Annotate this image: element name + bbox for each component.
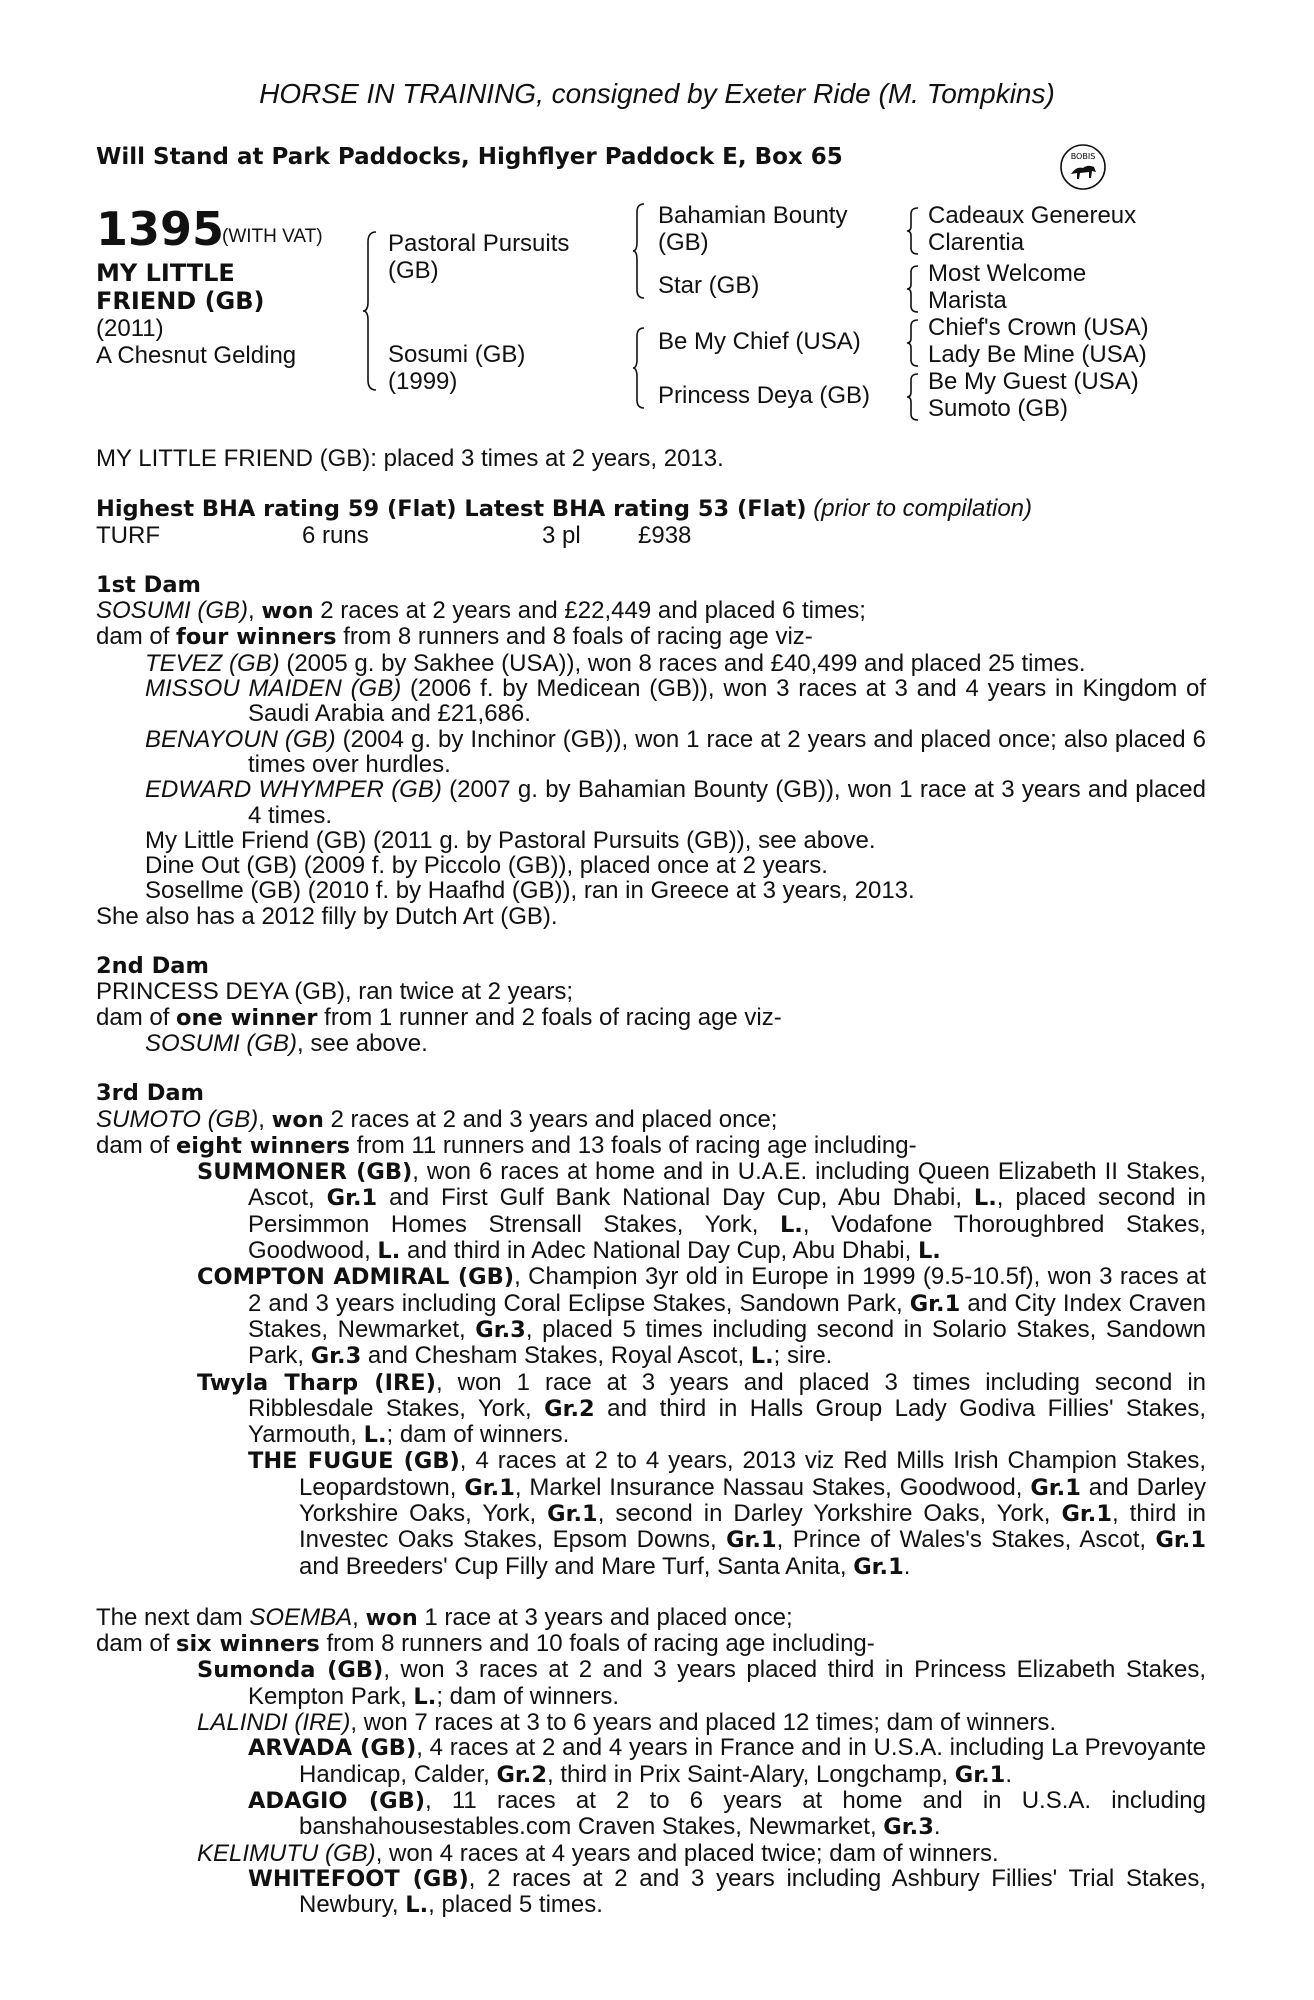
listed-label: L.	[405, 1892, 429, 1919]
progeny-name: KELIMUTU (GB)	[197, 1839, 376, 1867]
third-dam-name: SUMOTO (GB)	[96, 1105, 259, 1133]
text-span: , placed second in Persimmon Homes Strensall Stakes, York,	[248, 1184, 1206, 1238]
rating-note: (prior to compilation)	[813, 495, 1033, 523]
pedigree-brace-g2	[906, 264, 920, 314]
text-span: and third in Halls Group Lady Godiva Fillies' Stakes, Yarmouth,	[248, 1394, 1206, 1449]
pedigree-brace-g1	[906, 206, 920, 256]
second-dam-line2	[96, 1005, 1206, 1031]
progeny-item	[96, 1448, 1206, 1579]
pedigree-gen3-1: Cadeaux Genereux	[928, 202, 1137, 229]
third-dam-line2	[96, 1133, 1206, 1159]
horse-name-line2: FRIEND (GB)	[96, 287, 265, 315]
text-span: , won 7 races at 3 to 6 years and placed 12 times; dam of winners.	[350, 1709, 1057, 1737]
group-label: Gr.3	[883, 1814, 934, 1841]
progeny-item	[96, 1735, 1206, 1788]
progeny-name: COMPTON ADMIRAL (GB)	[197, 1264, 515, 1291]
pedigree-gen3-2: Clarentia	[928, 229, 1025, 256]
progeny-item	[96, 1866, 1206, 1919]
progeny-item	[96, 727, 1206, 778]
text-span: dam of	[96, 1630, 177, 1658]
progeny-name: TEVEZ (GB)	[145, 649, 280, 677]
progeny-item	[96, 1710, 1206, 1735]
pedigree-gen3-3: Most Welcome	[928, 260, 1087, 287]
progeny-item: Dine Out (GB) (2009 f. by Piccolo (GB)), placed once at 2 years.	[145, 852, 828, 880]
listed-label: L.	[973, 1185, 997, 1212]
group-label: Gr.1	[464, 1474, 515, 1501]
text-span: , Prince of Wales's Stakes, Ascot,	[776, 1526, 1156, 1554]
text-span: 1 race at 3 years and placed once;	[417, 1603, 793, 1631]
progeny-item	[96, 777, 1206, 828]
listed-label: L.	[377, 1238, 401, 1265]
consignor-title: HORSE IN TRAINING, consigned by Exeter Ride (M. Tompkins)	[259, 78, 1055, 109]
horse-description: A Chesnut Gelding	[96, 342, 297, 369]
second-dam-line1: PRINCESS DEYA (GB), ran twice at 2 years;	[96, 978, 574, 1006]
text-span: , 11 races at 2 to 6 years at home and in U.S.A. including banshahousestables.com Craven Stakes, Newmarket,	[299, 1786, 1206, 1841]
race-summary: MY LITTLE FRIEND (GB): placed 3 times at 2 years, 2013.	[96, 445, 724, 472]
pedigree-sire-dam: Star (GB)	[658, 272, 760, 299]
group-label: Gr.2	[496, 1761, 548, 1788]
bobis-label: BOBIS	[1070, 152, 1096, 161]
pedigree-sire	[388, 230, 569, 284]
text-span: .	[1005, 1760, 1012, 1788]
first-dam-line2	[96, 624, 1206, 650]
text-span: dam of	[96, 623, 177, 651]
progeny-record: (2005 g. by Sakhee (USA)), won 8 races and £40,499 and placed 25 times.	[279, 649, 1086, 677]
pedigree-brace-dam	[632, 326, 646, 410]
progeny-item	[96, 1031, 1206, 1056]
text-span: and Chesham Stakes, Royal Ascot,	[361, 1342, 751, 1370]
pedigree-gen3-8: Sumoto (GB)	[928, 395, 1069, 422]
group-label: Gr.3	[475, 1316, 526, 1343]
group-label: Gr.1	[1030, 1474, 1081, 1501]
progeny-name: SUMMONER (GB)	[197, 1159, 413, 1186]
second-dam-heading: 2nd Dam	[96, 953, 209, 980]
progeny-item	[96, 1841, 1206, 1866]
progeny-item: My Little Friend (GB) (2011 g. by Pastoral Pursuits (GB)), see above.	[145, 826, 876, 854]
catalogue-body	[96, 446, 1206, 1918]
won-label: won	[365, 1604, 418, 1631]
turf-runs: 6 runs	[302, 521, 369, 549]
text-span: , placed 5 times including second in Solario Stakes, Sandown Park,	[248, 1315, 1206, 1370]
horse-name	[96, 259, 296, 315]
next-dam-line2	[96, 1631, 1206, 1657]
progeny-name: SOSUMI (GB)	[145, 1029, 298, 1057]
text-span: from 1 runner and 2 foals of racing age viz-	[317, 1003, 782, 1031]
group-label: Gr.1	[853, 1553, 904, 1580]
pedigree-dam-sire: Be My Chief (USA)	[658, 328, 861, 355]
pedigree-dam-dam: Princess Deya (GB)	[658, 382, 871, 409]
turf-placed: 3 pl	[542, 521, 581, 549]
won-label: won	[271, 1106, 324, 1133]
text-span: , won 3 races at 2 and 3 years placed third in Princess Elizabeth Stakes, Kempton Park,	[248, 1656, 1206, 1710]
text-span: dam of	[96, 1003, 177, 1031]
first-dam-line1: SOSUMI (GB), won 2 races at 2 years and £22,449 and placed 6 times;	[96, 597, 866, 625]
turf-record	[96, 523, 1206, 548]
text-span: and City Index Craven Stakes, Newmarket,	[248, 1289, 1206, 1343]
horse-name-line1: MY LITTLE	[96, 259, 235, 287]
pedigree-gen3-4: Marista	[928, 287, 1007, 314]
progeny-name: WHITEFOOT (GB)	[248, 1865, 469, 1892]
horse-year: (2011)	[96, 315, 164, 342]
pedigree-gen3-6: Lady Be Mine (USA)	[928, 341, 1147, 368]
text-span: , 4 races at 2 to 4 years, 2013 viz Red Mills Irish Champion Stakes, Leopardstown,	[299, 1447, 1206, 1501]
progeny-record: (2004 g. by Inchinor (GB)), won 1 race at 2 years and placed once; also placed 6 times over hurdles.	[248, 725, 1206, 778]
progeny-item	[96, 1788, 1206, 1841]
text-span: from 11 runners and 13 foals of racing age including-	[350, 1131, 917, 1159]
listed-label: L.	[750, 1343, 774, 1370]
pedigree-brace-g4	[906, 372, 920, 422]
text-span: , won 4 races at 4 years and placed twice; dam of winners.	[375, 1839, 999, 1867]
won-label: won	[261, 598, 314, 625]
text-span: , 4 races at 2 and 4 years in France and in U.S.A. including La Prevoyante Handicap, Calder,	[299, 1734, 1206, 1788]
text-span: .	[933, 1813, 941, 1841]
dam-name: Sosumi (GB)	[388, 341, 526, 368]
first-dam-name: SOSUMI (GB)	[96, 597, 249, 625]
progeny-name: LALINDI (IRE)	[197, 1709, 351, 1737]
progeny-name: ADAGIO (GB)	[248, 1787, 426, 1814]
lot-number: 1395	[96, 202, 225, 256]
progeny-name: Sumonda (GB)	[197, 1657, 384, 1684]
group-label: Gr.1	[726, 1527, 777, 1554]
pedigree-gen3-7: Be My Guest (USA)	[928, 368, 1139, 395]
first-dam-heading: 1st Dam	[96, 571, 201, 598]
pedigree-brace-sire-dam	[362, 230, 378, 392]
next-dam-name: SOEMBA	[249, 1603, 353, 1631]
first-dam-record: 2 races at 2 years and £22,449 and placed 6 times;	[313, 597, 866, 625]
listed-label: L.	[363, 1422, 387, 1449]
bobis-badge-icon	[1058, 142, 1108, 192]
text-span: ; dam of winners.	[386, 1421, 570, 1449]
text-span: from 8 runners and 8 foals of racing age viz-	[336, 623, 813, 651]
text-span: , Vodafone Thoroughbred Stakes, Goodwood,	[248, 1210, 1206, 1265]
group-label: Gr.1	[1155, 1527, 1206, 1554]
turf-prize: £938	[638, 521, 692, 549]
text-span: , third in Prix Saint-Alary, Longchamp,	[547, 1760, 955, 1788]
text-span: dam of	[96, 1131, 177, 1159]
text-span: , third in Investec Oaks Stakes, Epsom Downs,	[299, 1499, 1206, 1554]
text-span: and Breeders' Cup Filly and Mare Turf, Santa Anita,	[299, 1552, 854, 1580]
text-span: , won 6 races at home and in U.A.E. including Queen Elizabeth II Stakes, Ascot,	[248, 1158, 1206, 1212]
stand-location: Will Stand at Park Paddocks, Highflyer Paddock E, Box 65	[96, 144, 843, 170]
winners-count: six winners	[176, 1631, 320, 1658]
winners-count: four winners	[176, 624, 337, 651]
text-span: .	[903, 1552, 911, 1580]
progeny-item	[96, 676, 1206, 727]
rating-line	[96, 496, 1206, 522]
listed-label: L.	[917, 1238, 941, 1265]
next-dam-line1	[96, 1605, 1206, 1631]
text-span: ; sire.	[773, 1342, 833, 1370]
sire-sire-name: Bahamian Bounty	[658, 202, 848, 229]
text-span: , won 1 race at 3 years and placed 3 times including second in Ribblesdale Stakes, York,	[248, 1368, 1206, 1422]
progeny-item	[96, 1657, 1206, 1710]
first-dam-footer: She also has a 2012 filly by Dutch Art (GB).	[96, 902, 558, 930]
progeny-item	[96, 651, 1206, 676]
rating-text: Highest BHA rating 59 (Flat) Latest BHA rating 53 (Flat)	[96, 496, 807, 523]
sire-name: Pastoral Pursuits	[388, 230, 570, 257]
group-label: Gr.1	[909, 1290, 961, 1317]
text-span: ,	[352, 1603, 366, 1631]
vat-note: (WITH VAT)	[222, 226, 323, 247]
progeny-name: THE FUGUE (GB)	[248, 1448, 460, 1475]
pedigree-brace-sire	[632, 202, 646, 300]
text-span: , Markel Insurance Nassau Stakes, Goodwood,	[514, 1473, 1031, 1501]
progeny-name: Twyla Tharp (IRE)	[197, 1369, 436, 1396]
progeny-record: , see above.	[297, 1029, 428, 1057]
dam-year: (1999)	[388, 368, 458, 396]
text-span: from 8 runners and 10 foals of racing age including-	[319, 1630, 875, 1658]
pedigree-gen3-5: Chief's Crown (USA)	[928, 314, 1149, 341]
progeny-item: Sosellme (GB) (2010 f. by Haafhd (GB)), ran in Greece at 3 years, 2013.	[145, 877, 915, 905]
progeny-item	[96, 1264, 1206, 1369]
third-dam-record: 2 races at 2 and 3 years and placed once;	[323, 1105, 778, 1133]
turf-surface: TURF	[96, 521, 160, 549]
listed-label: L.	[413, 1683, 437, 1710]
text-span: , 2 races at 2 and 3 years including Ashbury Fillies' Trial Stakes, Newbury,	[299, 1864, 1206, 1919]
progeny-name: ARVADA (GB)	[248, 1735, 417, 1762]
text-span: , placed 5 times.	[428, 1891, 603, 1919]
group-label: Gr.1	[1061, 1500, 1112, 1527]
text-span: The next dam	[96, 1603, 250, 1631]
third-dam-heading: 3rd Dam	[96, 1080, 204, 1107]
winners-count: eight winners	[176, 1132, 351, 1159]
text-span: and First Gulf Bank National Day Cup, Abu Dhabi,	[377, 1184, 974, 1212]
group-label: Gr.1	[326, 1185, 378, 1212]
progeny-name: BENAYOUN (GB)	[145, 725, 336, 753]
text-span: and third in Adec National Day Cup, Abu Dhabi,	[400, 1237, 918, 1265]
listed-label: L.	[779, 1211, 803, 1238]
text-span: and Darley Yorkshire Oaks, York,	[299, 1473, 1206, 1527]
group-label: Gr.3	[310, 1343, 362, 1370]
progeny-name: MISSOU MAIDEN (GB)	[145, 675, 402, 703]
progeny-record: (2006 f. by Medicean (GB)), won 3 races at 3 and 4 years in Kingdom of Saudi Arabia and £21,686.	[248, 675, 1207, 728]
progeny-item	[96, 1370, 1206, 1449]
pedigree-dam	[388, 341, 525, 395]
sire-sire-country: (GB)	[658, 229, 709, 257]
pedigree-sire-sire	[658, 202, 847, 256]
text-span: , Champion 3yr old in Europe in 1999 (9.5-10.5f), won 3 races at 2 and 3 years including Coral Eclipse Stakes, Sandown Park,	[248, 1263, 1206, 1317]
sire-country: (GB)	[388, 257, 439, 285]
winners-count: one winner	[176, 1004, 318, 1031]
text-span: , second in Darley Yorkshire Oaks, York,	[597, 1499, 1062, 1527]
third-dam-line1: SUMOTO (GB), won 2 races at 2 and 3 years and placed once;	[96, 1105, 778, 1133]
group-label: Gr.1	[954, 1761, 1006, 1788]
pedigree-brace-g3	[906, 318, 920, 368]
group-label: Gr.2	[544, 1395, 595, 1422]
progeny-record: (2007 g. by Bahamian Bounty (GB)), won 1 race at 3 years and placed 4 times.	[248, 776, 1206, 829]
progeny-item	[96, 1159, 1206, 1264]
progeny-name: EDWARD WHYMPER (GB)	[145, 776, 442, 804]
text-span: ; dam of winners.	[436, 1682, 620, 1710]
group-label: Gr.1	[547, 1500, 598, 1527]
